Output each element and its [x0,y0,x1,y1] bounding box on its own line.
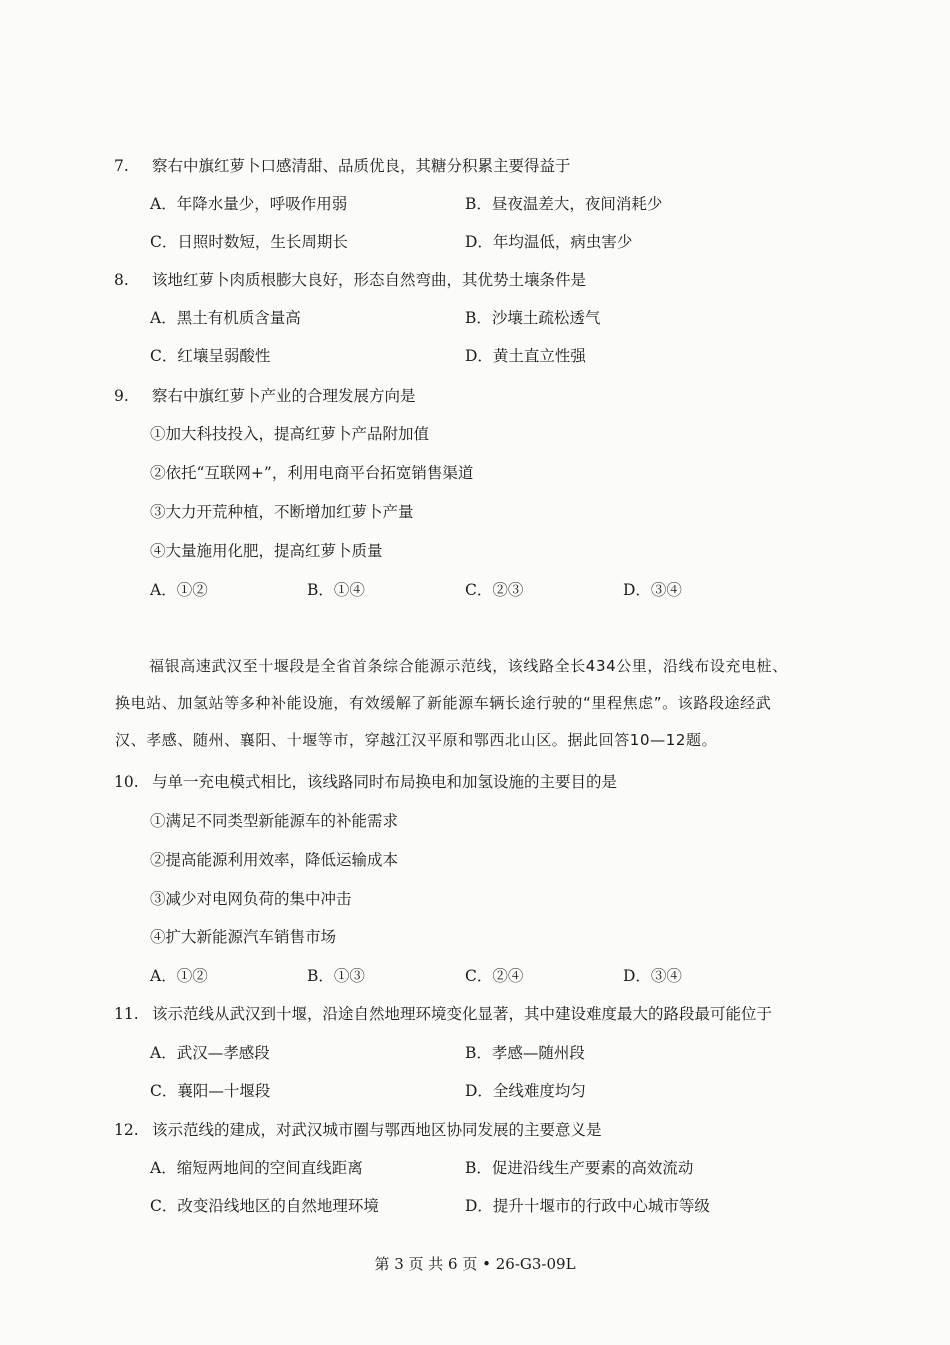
q8-option-b: B．沙壤土疏松透气 [465,309,601,327]
q7-option-a: A．年降水量少，呼吸作用弱 [150,195,348,213]
question-number: 12. [114,1121,139,1139]
q12-option-d: D．提升十堰市的行政中心城市等级 [465,1197,710,1215]
q9-option-c: C．②③ [465,581,524,599]
question-7 [114,156,571,176]
question-10 [114,772,617,792]
q12-option-c: C．改变沿线地区的自然地理环境 [150,1197,379,1215]
question-stem: 该示范线从武汉到十堰，沿途自然地理环境变化显著，其中建设难度最大的路段最可能位于 [152,1005,773,1023]
q10-statement-1: ①满足不同类型新能源车的补能需求 [150,812,399,830]
question-stem: 该地红萝卜肉质根膨大良好，形态自然弯曲，其优势土壤条件是 [152,271,587,289]
q10-statement-2: ②提高能源利用效率，降低运输成本 [150,851,399,869]
q9-statement-1: ①加大科技投入，提高红萝卜产品附加值 [150,425,430,443]
page-footer: 第 3 页 共 6 页 • 26-G3-09L [374,1255,576,1273]
q9-statement-4: ④大量施用化肥，提高红萝卜质量 [150,542,383,560]
question-stem: 与单一充电模式相比，该线路同时布局换电和加氢设施的主要目的是 [152,773,618,791]
question-11 [114,1004,772,1024]
q9-option-a: A．①② [150,581,208,599]
q7-option-b: B．昼夜温差大，夜间消耗少 [465,195,663,213]
question-number: 9. [114,387,129,405]
q10-statement-4: ④扩大新能源汽车销售市场 [150,928,337,946]
question-8 [114,270,586,290]
q11-option-a: A．武汉—孝感段 [150,1044,270,1062]
question-number: 11. [114,1005,139,1023]
q8-option-c: C．红壤呈弱酸性 [150,347,271,365]
q10-option-c: C．②④ [465,967,524,985]
q11-option-d: D．全线难度均匀 [465,1082,586,1100]
q11-option-c: C．襄阳—十堰段 [150,1082,271,1100]
q9-statement-2: ②依托“互联网+”，利用电商平台拓宽销售渠道 [150,464,474,482]
question-stem: 该示范线的建成，对武汉城市圈与鄂西地区协同发展的主要意义是 [152,1121,602,1139]
reading-passage: 福银高速武汉至十堰段是全省首条综合能源示范线，该线路全长434公里，沿线布设充电桩、换电站、加氢站等多种补能设施，有效缓解了新能源车辆长途行驶的“里程焦虑”。该路段途经武汉、孝感、随州、襄阳、十堰等市，穿越江汉平原和鄂西北山区。据此回答10—12题。 [115,657,788,749]
q12-option-a: A．缩短两地间的空间直线距离 [150,1159,363,1177]
q8-option-d: D．黄土直立性强 [465,347,586,365]
q9-option-d: D．③④ [623,581,682,599]
question-9 [114,386,416,406]
q7-option-d: D．年均温低，病虫害少 [465,233,633,251]
question-stem: 察右中旗红萝卜产业的合理发展方向是 [152,387,416,405]
question-12 [114,1120,602,1140]
q8-option-a: A．黑土有机质含量高 [150,309,301,327]
question-number: 10. [114,773,139,791]
question-number: 8. [114,271,129,289]
q10-option-a: A．①② [150,967,208,985]
q7-option-c: C．日照时数短，生长周期长 [150,233,348,251]
q10-option-d: D．③④ [623,967,682,985]
q11-option-b: B．孝感—随州段 [465,1044,585,1062]
q9-option-b: B．①④ [307,581,365,599]
q12-option-b: B．促进沿线生产要素的高效流动 [465,1159,694,1177]
q10-option-b: B．①③ [307,967,365,985]
question-number: 7. [114,157,129,175]
q10-statement-3: ③减少对电网负荷的集中冲击 [150,890,352,908]
q9-statement-3: ③大力开荒种植，不断增加红萝卜产量 [150,503,414,521]
question-stem: 察右中旗红萝卜口感清甜、品质优良，其糖分积累主要得益于 [152,157,571,175]
